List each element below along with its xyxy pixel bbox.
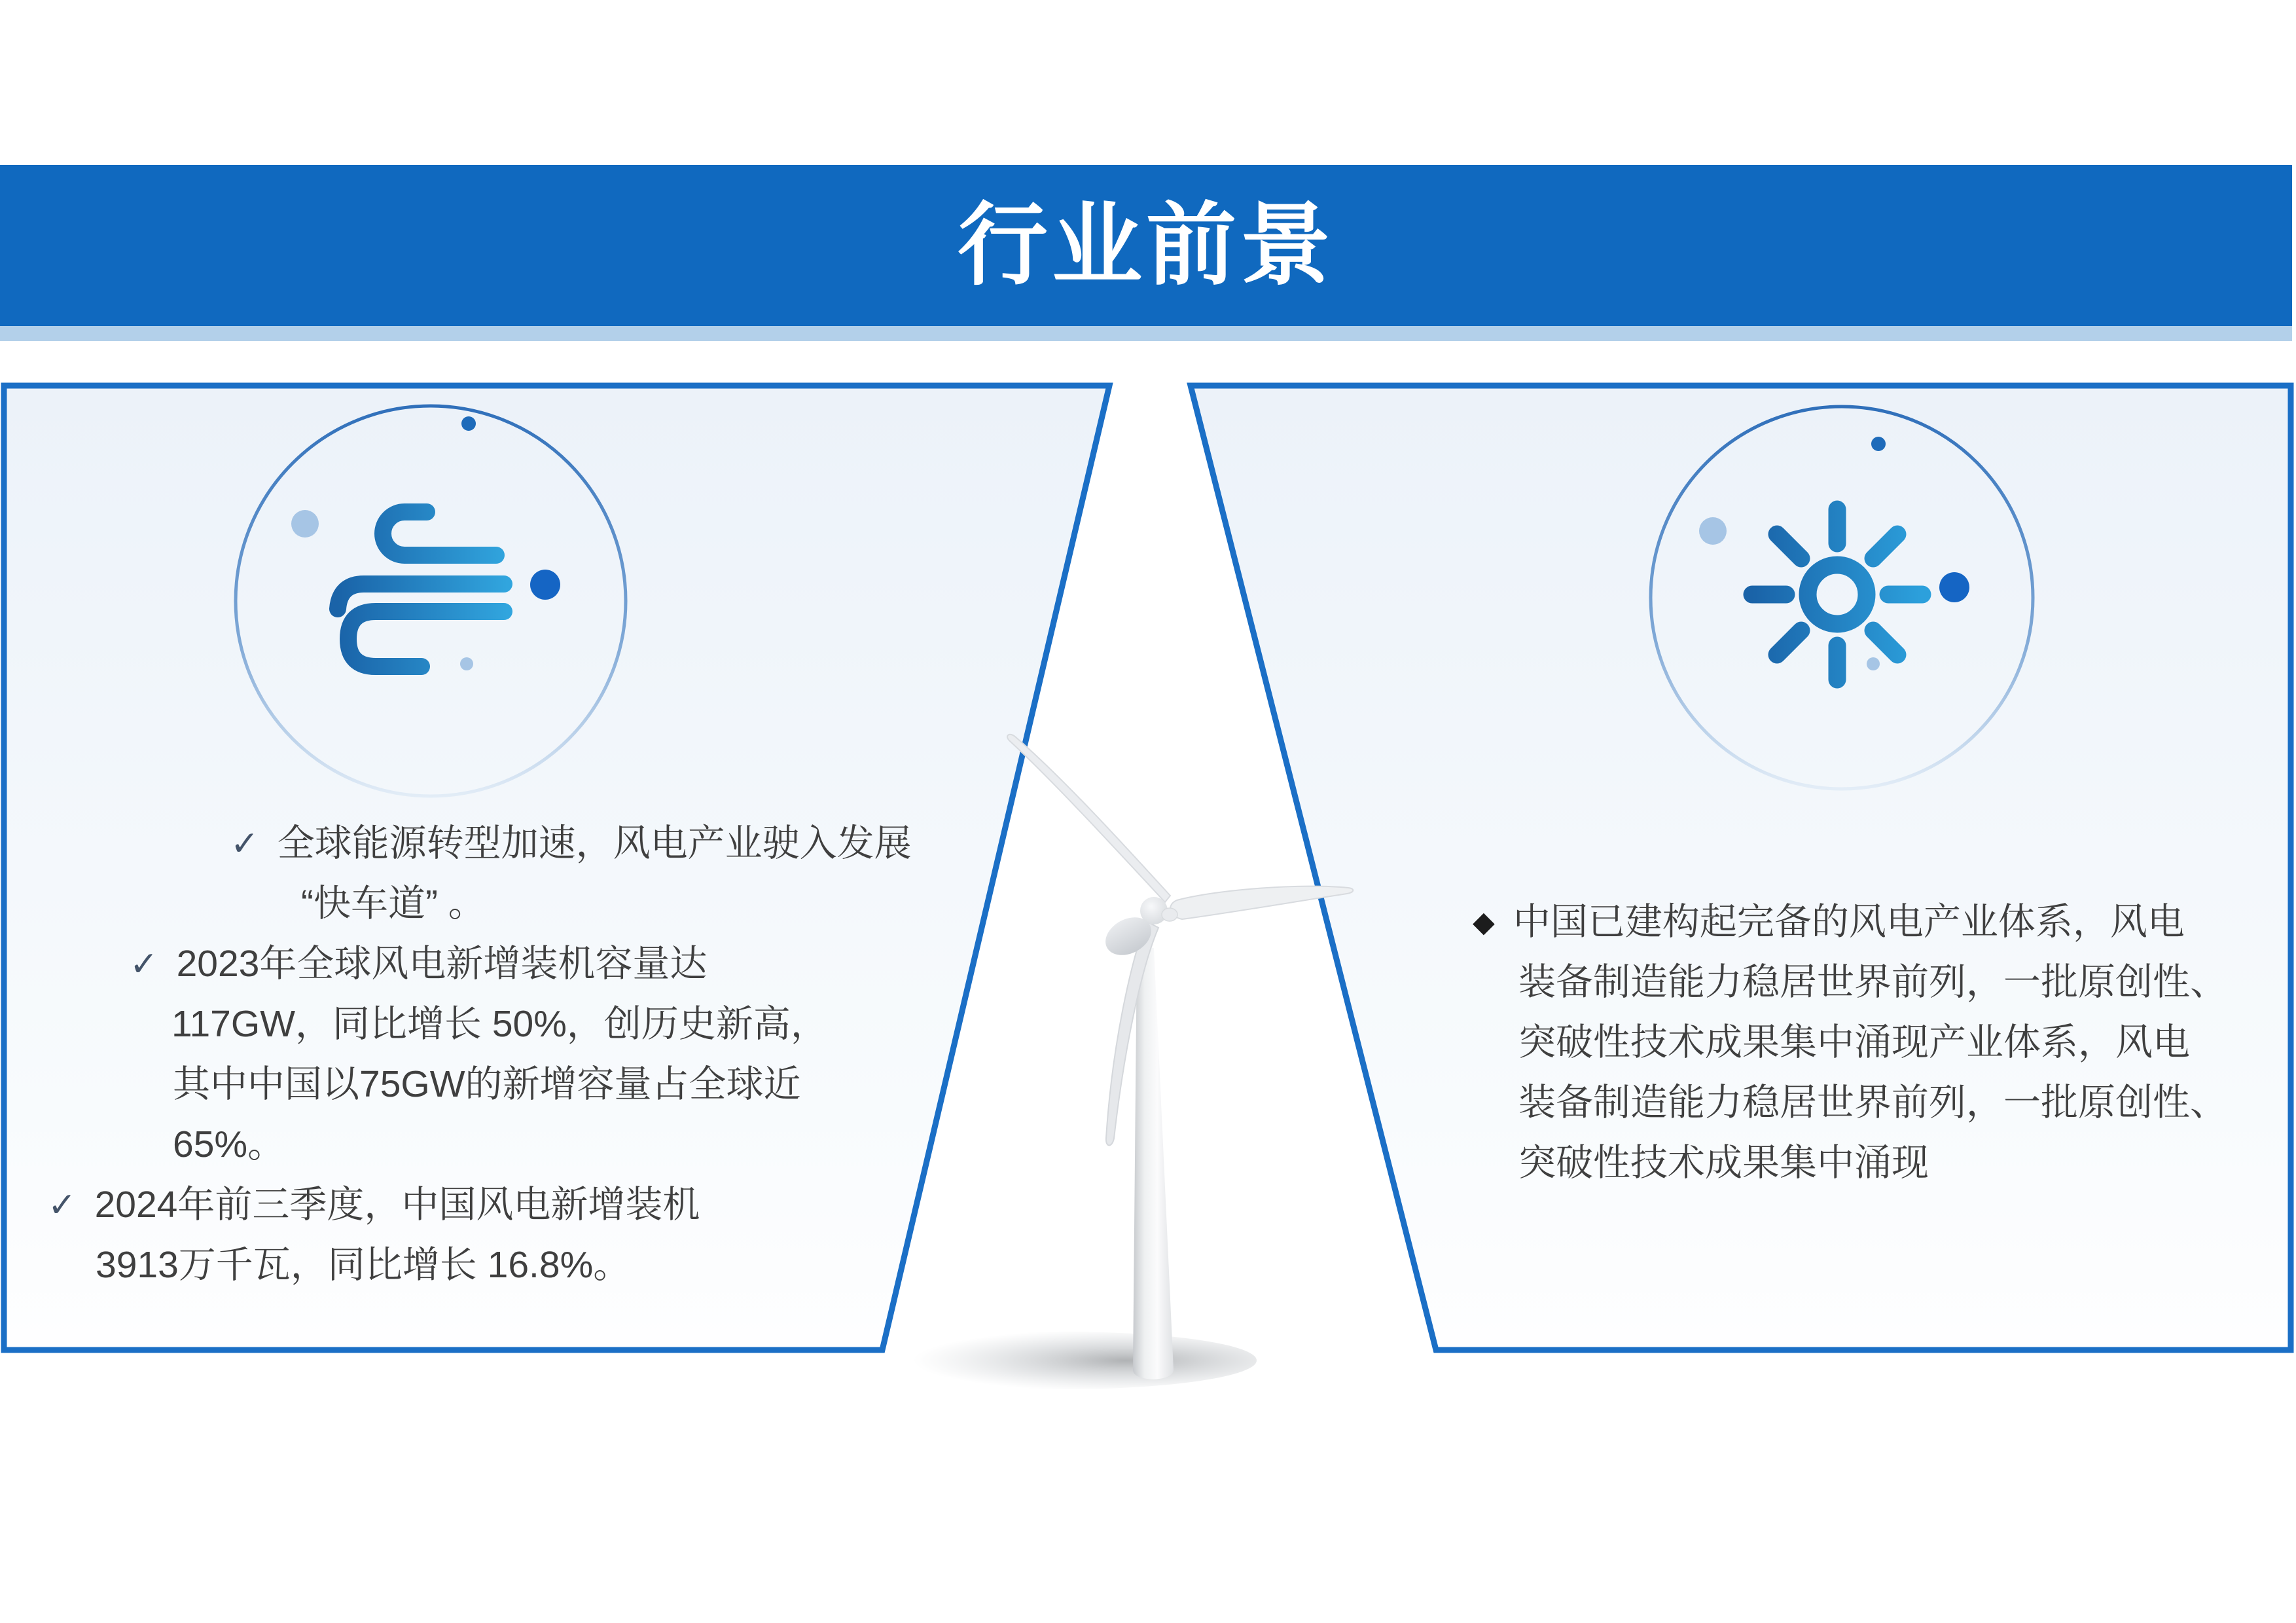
bullet-line xyxy=(48,1175,700,1235)
turbine-blade-upper xyxy=(1007,735,1170,902)
decor-dot xyxy=(461,416,476,431)
bullet-line xyxy=(1518,1133,1929,1193)
check-icon: ✓ xyxy=(230,825,259,863)
bullet-text: 3913万千瓦，同比增长 16.8%。 xyxy=(96,1244,631,1286)
decor-dot xyxy=(1871,437,1886,451)
bullet-line xyxy=(301,873,486,934)
bullet-text: 2023年全球风电新增装机容量达 xyxy=(176,943,708,985)
page-title: 行业前景 xyxy=(957,195,1335,296)
bullet-text: 全球能源转型加速，风电产业驶入发展 xyxy=(277,822,912,864)
check-icon: ✓ xyxy=(48,1186,77,1224)
decor-dot xyxy=(291,510,319,538)
turbine-shadow xyxy=(870,1332,1257,1389)
decor-dot xyxy=(530,570,560,600)
diamond-bullet-icon: ◆ xyxy=(1473,906,1495,938)
bullet-line xyxy=(173,1054,801,1114)
bullet-text: 装备制造能力稳居世界前列，一批原创性、 xyxy=(1518,1082,2227,1123)
decor-dot xyxy=(1939,572,1969,602)
bullet-text: 其中中国以75GW的新增容量占全球近 xyxy=(173,1063,801,1105)
bullet-text: 突破性技术成果集中涌现产业体系，风电 xyxy=(1518,1021,2190,1063)
decor-dot xyxy=(460,657,473,670)
decor-dot xyxy=(1699,517,1727,545)
bullet-text: 中国已建构起完备的风电产业体系，风电 xyxy=(1513,901,2185,943)
bullet-line xyxy=(230,813,912,873)
bullet-line xyxy=(1518,1072,2227,1133)
bullet-text: “快车道” 。 xyxy=(301,883,486,924)
bullet-line xyxy=(130,934,707,994)
turbine-tower xyxy=(1133,948,1174,1379)
bullet-line xyxy=(1518,1012,2190,1072)
bullet-text: 117GW，同比增长 50%，创历史新高， xyxy=(171,1003,828,1045)
turbine-hub-nose xyxy=(1162,908,1177,921)
bullet-line xyxy=(96,1235,630,1295)
bullet-line xyxy=(1518,952,2227,1012)
bullet-text: 突破性技术成果集中涌现 xyxy=(1518,1142,1929,1184)
bullet-line xyxy=(1473,892,2185,952)
right-panel xyxy=(1191,386,2291,1350)
bullet-line xyxy=(171,994,828,1054)
bullet-text: 装备制造能力稳居世界前列，一批原创性、 xyxy=(1518,961,2227,1003)
check-icon: ✓ xyxy=(130,945,158,983)
bullet-text: 65%。 xyxy=(173,1123,285,1165)
decor-dot xyxy=(1867,657,1880,670)
bullet-line xyxy=(173,1114,285,1175)
bullet-text: 2024年前三季度，中国风电新增装机 xyxy=(94,1184,700,1226)
